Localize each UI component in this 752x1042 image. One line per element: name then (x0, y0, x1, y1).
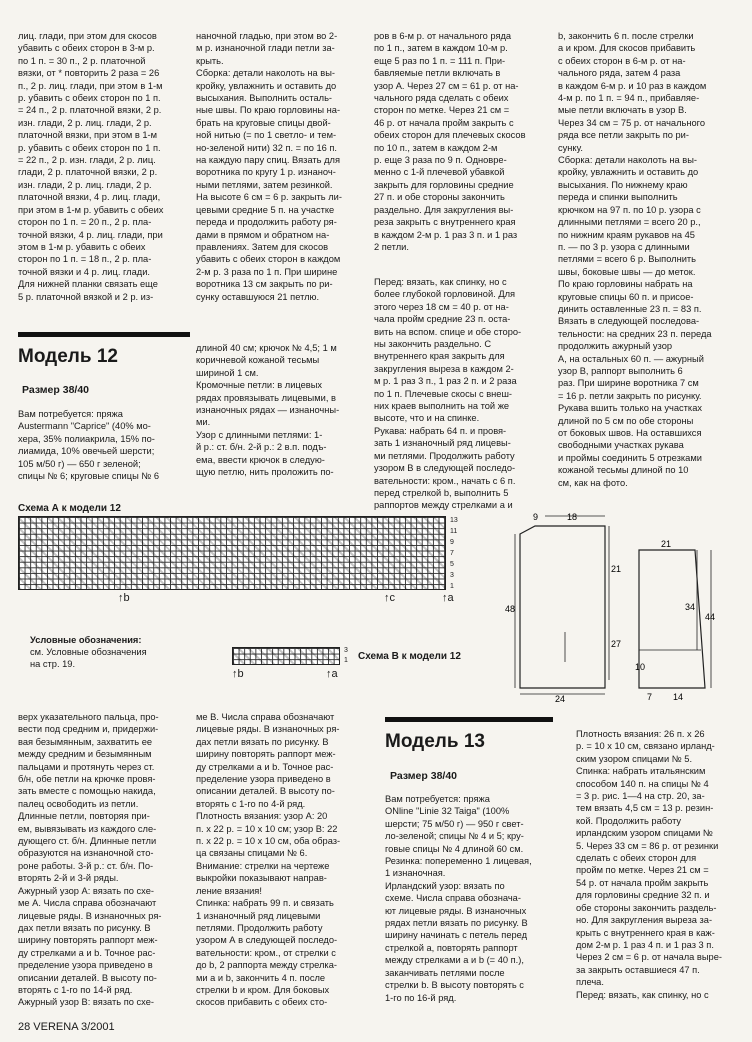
dim-side: 27 (611, 639, 622, 649)
marker-label: a (331, 668, 338, 680)
marker-label: b (237, 668, 244, 680)
pattern-front-back (505, 512, 623, 704)
marker-label: c (389, 592, 395, 604)
dim-bottom-2: 14 (673, 692, 684, 702)
legend-text: см. Условные обозначения на стр. 19. (30, 647, 147, 670)
scheme-a-symbols (19, 517, 445, 589)
dim-neck: 9 (533, 512, 539, 522)
bottom-col-1: верх указательного пальца, про- вести под средним и, придержи- вая безымянным, захватить ее между средним и безымянным пальцами и протянуть через ст. б/н, обе петли на крючке провя- зать вместе с помощью накида, палец освободить из петли. Длинные петли, повторяя при- ем, вывязывать из каждого сле- дующего ст. б/н. Длинные петли образуются на изнаночной сто- роне работы. 3-й р.: ст. б/н. По- вторять 2-й и 3-й ряды. Ажурный узор А: вязать по схе- ме А. Числа справа обозначают лицевые ряды. В изнаночных ря- дах петли вязать по рисунку. В ширину повторять раппорт меж- ду стрелками а и b. Точное рас- пределение узора приведено в описании деталей. В высоту по- вторять с 1-го по 14-й ряд. Ажурный узор В: вязать по схе- (18, 712, 162, 1008)
model13-text: Вам потребуется: пряжа ONline "Linie 32 Taiga" (100% шерсти; 75 м/50 г) — 950 г свет- ло-зеленой; спицы № 4 и 5; кру- говые спицы № 4 длиной 60 см. Резинка: попеременно 1 лицевая, 1 изнаночная. Ирландский узор: вязать по схеме. Числа справа обознача- ют лицевые ряды. В изнаночных рядах петли вязать по рисунку. В ширину начинать с петель перед стрелкой а, повторять раппорт между стрелками а и b (= 40 п.), заканчивать петлями после стрелки b. В высоту повторять с 1-го по 16-й ряд. (385, 794, 532, 1003)
legend-title: Условные обозначения: (30, 635, 142, 645)
row-number: 1 (450, 583, 454, 590)
row-number: 13 (450, 517, 458, 524)
arrow-b-marker: ↑b (232, 668, 244, 680)
dim-length: 48 (505, 604, 516, 614)
row-number: 9 (450, 539, 454, 546)
row-number: 1 (344, 657, 348, 664)
dim-total: 44 (705, 612, 716, 622)
marker-label: a (447, 592, 454, 604)
scheme-a-caption: Схема А к модели 12 (18, 503, 121, 514)
arrow-a-marker: ↑a (442, 592, 454, 604)
dim-shoulder: 18 (567, 512, 578, 522)
row-number: 5 (450, 561, 454, 568)
top-col-3: ров в 6-м р. от начального ряда по 1 п., затем в каждом 10-м р. еще 5 раз по 1 п. = 111 п. При- бавляемые петли включать в узор А. Через 27 см = 61 р. от на- чального ряда сделать с обеих сторон по метке. Через 21 см = 46 р. от начала пройм закрыть с обеих сторон для плечевых скосов по 10 п., затем в каждом 2-м р. еще 3 раза по 9 п. Одновре- менно с 1-й плечевой убавкой закрыть для горловины средние 27 п. и обе стороны закончить раздельно. Для закругления вы- реза закрыть с внутреннего края в каждом 2-м р. 1 раз 3 п. и 1 раз 2 петли. (374, 31, 526, 252)
arrow-c-marker: ↑c (384, 592, 395, 604)
top-col-1: лиц. глади, при этом для скосов убавить с обеих сторон в 3-м р. по 1 п. = 30 п., 2 р. платочной вязки, от * повторить 2 раза = 26 п., 2 р. лиц. глади, при этом в 1-м р. убавить с обеих сторон по 1 п. = 24 п., 2 р. платочной вязки, 2 р. изн. глади, 2 р. лиц. глади, 2 р. платочной вязки, при этом в 1-м р. убавить с обеих сторон по 1 п. = 22 п., 2 р. изн. глади, 2 р. лиц. глади, 2 р. платочной вязки, 2 р. изн. глади, 2 р. лиц. глади, 2 р. платочной вязки, 4 р. лиц. глади, при этом в 1-м р. убавить с обеих сторон по 1 п. = 20 п., 2 р. пла- точной вязки, 4 р. лиц. глади, при этом в 1-м р. убавить с обеих сторон по 1 п. = 18 п., 2 р. пла- точной вязки и 4 р. лиц. глади. Для нижней планки связать еще 5 р. платочной вязкой и 2 р. из- (18, 31, 164, 302)
arrow-b-marker: ↑b (118, 592, 130, 604)
top-col-4: b, закончить 6 п. после стрелки а и кром. Для скосов прибавить с обеих сторон в 6-м р. от на- чального ряда, затем 4 раза в каждом 6-м р. и 10 раз в каждом 4-м р. по 1 п. = 94 п., прибавляе- мые петли включать в узор В. Через 34 см = 75 р. от начального ряда все петли закрыть по ри- сунку. Сборка: детали наколоть на вы- кройку, увлажнить и оставить до высыхания. По нижнему краю переда и спинки выполнить крючком на 97 п. по 10 р. узора с длинными петлями = всего 20 р., по нижним краям рукавов на 45 п. — по 3 р. узора с длинными петлями = всего 6 р. Выполнить швы, боковые швы — до меток. По краю горловины набрать на круговые спицы 60 п. и присое- динить оставленные 23 п. = 83 п. Вязать в следующей последова- тельности: на средних 23 п. переда продолжить ажурный узор А, на остальных 60 п. — ажурный узор В, раппорт выполнить 6 раз. При ширине воротника 7 см = 16 р. петли закрыть по рисунку. Рукава вшить только на участках длиной по 5 см по обе стороны от боковых швов. На оставшихся свободными участках рукава и проймы соединить 5 отрезками кожаной тесьмы длиной по 10 см, как на фото. (558, 31, 712, 488)
model13-title: Модель 13 (385, 731, 485, 752)
bottom-col-4: Плотность вязания: 26 п. х 26 р. = 10 х 10 см, связано ирланд- ским узором спицами № 5. Спинка: набрать итальянским способом 140 п. на спицы № 4 = 3 р. рис. 1—4 на стр. 20, за- тем вязать 4,5 см = 13 р. резин- кой. Продолжить работу ирландским узором спицами № 5. Через 33 см = 86 р. от резинки сделать с обеих сторон для пройм по метке. Через 21 см = 54 р. от начала пройм закрыть для горловины средние 32 п. и обе стороны закончить раздель- но. Для закругления выреза за- крыть с внутреннего края в каж- дом 2-м р. 1 раз 4 п. и 1 раз 3 п. Через 2 см = 6 р. от начала выре- за закрыть оставшиеся 47 п. плеча. Перед: вязать, как спинку, но с (576, 729, 722, 1000)
top-col-2: наночной гладью, при этом во 2- м р. изнаночной глади петли за- крыть. Сборка: детали наколоть на вы- кройку, увлажнить и оставить до высыхания. Выполнить осталь- ные швы. По краю горловины на- брать на круговые спицы двой- ной нитью (= по 1 светло- и тем- но-зеленой нити) 32 п. = по 16 п. на каждую пару спиц. Вязать для воротника по кругу 1 р. изнаноч- ными петлями, затем резинкой. На высоте 6 см = 6 р. закрыть ли- цевыми средние 5 п. на участке переда и продолжить работу ря- дами в прямом и обратном на- правлениях. Затем для скосов убавить с обеих сторон в каждом 2-м р. 3 раза по 1 п. При ширине воротника 13 см закрыть по ри- сунку оставшуюся 21 петлю. (196, 31, 342, 302)
row-number: 3 (450, 572, 454, 579)
section-rule (385, 717, 553, 722)
model12-title: Модель 12 (18, 346, 118, 367)
model12-col-1: Вам потребуется: пряжа Austermann "Caprice" (40% мо- хера, 35% полиакрила, 15% по- лиамида, 10% овечьей шерсти; 105 м/50 г) — 650 г зеленой; спицы № 6; круговые спицы № 6 (18, 409, 160, 482)
bottom-col-2: ме В. Числа справа обозначают лицевые ряды. В изнаночных ря- дах петли вязать по рисунку. В ширину повторять раппорт меж- ду стрелками а и b. Точное рас- пределение узора приведено в описании деталей. В высоту по- вторять с 1-го по 4-й ряд. Плотность вязания: узор А: 20 п. х 22 р. = 10 х 10 см; узор В: 22 п. х 22 р. = 10 х 10 см, оба образ- ца связаны спицами № 6. Внимание: стрелки на чертеже выкройки показывают направ- ление вязания! Спинка: набрать 99 п. и связать 1 изнаночный ряд лицевыми петлями. Продолжить работу узором А в следующей последо- вательности: кром., от стрелки с до b, 2 раппорта между стрелка- ми а и b, закончить 4 п. после стрелки b и кром. Для боковых скосов прибавить с обеих сто- (196, 712, 341, 1008)
model12-size: Размер 38/40 (22, 384, 90, 396)
model12-col-2: длиной 40 см; крючок № 4,5; 1 м коричневой кожаной тесьмы шириной 1 см. Кромочные петли: в лицевых рядах провязывать лицевыми, в изнаночных рядах — изнаночны- ми. Узор с длинными петлями: 1- й р.: ст. б/н. 2-й р.: 2 в.п. подъ- ема, ввести крючок в следую- щую петлю, нить проложить по- (196, 343, 340, 478)
scheme-b-chart (232, 647, 340, 665)
model13-size: Размер 38/40 (390, 770, 458, 782)
row-number: 3 (344, 647, 348, 654)
page-footer: 28 VERENA 3/2001 (18, 1021, 115, 1033)
section-rule (18, 332, 190, 337)
dim-bottom: 24 (555, 694, 566, 704)
dim-armhole: 21 (611, 564, 622, 574)
dim-cuff: 10 (635, 662, 646, 672)
marker-label: b (123, 592, 130, 604)
arrow-a-marker: ↑a (326, 668, 338, 680)
pattern-sleeve (635, 540, 717, 704)
scheme-a-chart (18, 516, 446, 590)
dim-top: 21 (661, 540, 672, 549)
scheme-b-symbols (233, 648, 339, 664)
row-number: 7 (450, 550, 454, 557)
dim-sleeve-length: 34 (685, 602, 696, 612)
scheme-b-caption: Схема В к модели 12 (358, 651, 461, 662)
row-number: 11 (450, 528, 458, 535)
model12-col-3: Перед: вязать, как спинку, но с более глубокой горловиной. Для этого через 18 см = 40 р. от на- чала пройм средние 23 п. оста- вить на вспом. спице и обе сторо- ны закончить раздельно. С внутреннего края закрыть для закругления выреза в каждом 2- м р. 1 раз 3 п., 1 раз 2 п. и 2 раза по 1 п. Плечевые скосы с внеш- них краев выполнить на той же высоте, что и на спинке. Рукава: набрать 64 п. и провя- зать 1 изнаночный ряд лицевы- ми петлями. Продолжить работу узором В в следующей последо- вательности: кром., начать с 6 п. перед стрелкой b, выполнить 5 раппортов между стрелками а и (374, 277, 522, 511)
dim-bottom-1: 7 (647, 692, 653, 702)
